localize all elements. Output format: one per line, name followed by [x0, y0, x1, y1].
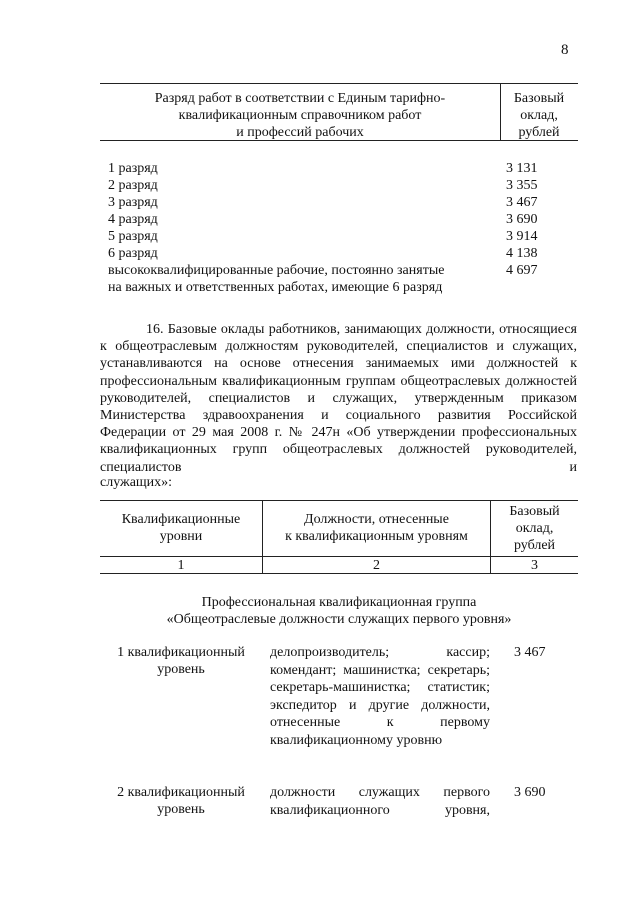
grade-name: 4 разряд: [108, 212, 158, 227]
group-heading: [100, 594, 578, 628]
grade-salary: 4 138: [506, 246, 538, 261]
table1-header-grade-line: и профессий рабочих: [236, 125, 364, 140]
level-positions-last-line: квалификационному уровню: [270, 732, 443, 748]
level-positions: [270, 644, 490, 749]
table1-top-border: [100, 83, 578, 84]
table2: [100, 500, 578, 574]
paragraph-16: 16. Базовые оклады работников, занимающих должности, относящиеся к общеотраслевым должностям руководителей, специалистов и служащих, устанавливаются на основе отнесения занимаемых ими должностей к профессиональным квалификационным группам общеотраслевых должностей руководителей, специалистов и служащих, утвержденным приказом Министерства здравоохранения и социального развития Российской Федерации от 29 мая 2008 г. № 247н «Об утверждении профессиональных квалификационных групп общеотраслевых должностей руководителей, специалистов и: [100, 322, 577, 475]
page-number: 8: [561, 42, 569, 58]
table-row: [108, 245, 578, 262]
table2-header-positions: [263, 500, 490, 556]
grade-name: высококвалифицированные рабочие, постоянно занятые: [108, 263, 445, 278]
grade-salary: 3 467: [506, 195, 538, 210]
grade-salary: 3 914: [506, 229, 538, 244]
level-positions-text: должности служащих первого квалификационного уровня,: [270, 785, 490, 818]
table1-header-salary: [502, 90, 576, 141]
level-positions: [270, 784, 490, 819]
level-name-line: уровень: [157, 662, 205, 677]
table1-header-salary-line: рублей: [518, 125, 560, 140]
grade-salary: 3 131: [506, 161, 538, 176]
table1-body: [108, 160, 578, 296]
grade-name: 2 разряд: [108, 178, 158, 193]
table1-header-grade-line: квалификационным справочником работ: [178, 108, 422, 123]
grade-salary: 3 690: [506, 212, 538, 227]
table-row: [108, 160, 578, 177]
level-name: [100, 784, 262, 818]
paragraph-16-last-line: служащих»:: [100, 475, 173, 490]
level-salary: 3 690: [514, 785, 546, 800]
group-heading-line: «Общеотраслевые должности служащих первого уровня»: [166, 612, 512, 627]
level-name-line: 1 квалификационный: [117, 645, 245, 660]
table1-header-grade-line: Разряд работ в соответствии с Единым тарифно-: [154, 91, 446, 106]
table2-bottom-border: [100, 573, 578, 574]
table-row: [108, 262, 578, 279]
level-salary: 3 467: [514, 645, 546, 660]
grade-name: 6 разряд: [108, 246, 158, 261]
level-positions-text: делопроизводитель; кассир; комендант; машинистка; секретарь; секретарь-машинистка; статистик; экспедитор и другие должности, отнесенные к первому: [270, 645, 490, 730]
grade-name: 5 разряд: [108, 229, 158, 244]
grade-name: на важных и ответственных работах, имеющие 6 разряд: [108, 280, 443, 295]
table2-header-salary-line: оклад,: [515, 520, 554, 536]
group-heading-line: Профессиональная квалификационная группа: [201, 595, 477, 610]
table2-header-salary-line: рублей: [513, 537, 556, 553]
level-name-line: уровень: [157, 802, 205, 817]
table2-column-number: 3: [531, 557, 538, 573]
table2-header-levels-line: Квалификационные: [121, 512, 241, 527]
table2-header-levels-line: уровни: [159, 529, 203, 544]
table2-column-number: 1: [177, 557, 185, 573]
table2-header-salary: [491, 500, 578, 556]
table-row: [108, 211, 578, 228]
table1-header-grade: [108, 90, 492, 141]
table-row: [108, 279, 578, 296]
grade-salary: 3 355: [506, 178, 538, 193]
table1-header-salary-line: оклад,: [520, 108, 558, 123]
table-row: [108, 228, 578, 245]
table2-column-number: 2: [373, 557, 380, 573]
table2-header-positions-line: к квалификационным уровням: [285, 529, 468, 544]
table-row: [108, 194, 578, 211]
grade-salary: 4 697: [506, 263, 538, 278]
table1-header-salary-line: Базовый: [513, 91, 565, 106]
level-name: [100, 644, 262, 678]
table2-header-levels: [100, 500, 262, 556]
table-row: [108, 177, 578, 194]
grade-salary: [506, 279, 576, 296]
grade-name: 3 разряд: [108, 195, 158, 210]
table1-column-divider: [500, 83, 501, 140]
table2-header-positions-line: Должности, отнесенные: [304, 512, 449, 527]
grade-name: 1 разряд: [108, 161, 158, 176]
table2-header-salary-line: Базовый: [509, 503, 560, 519]
level-name-line: 2 квалификационный: [117, 785, 245, 800]
